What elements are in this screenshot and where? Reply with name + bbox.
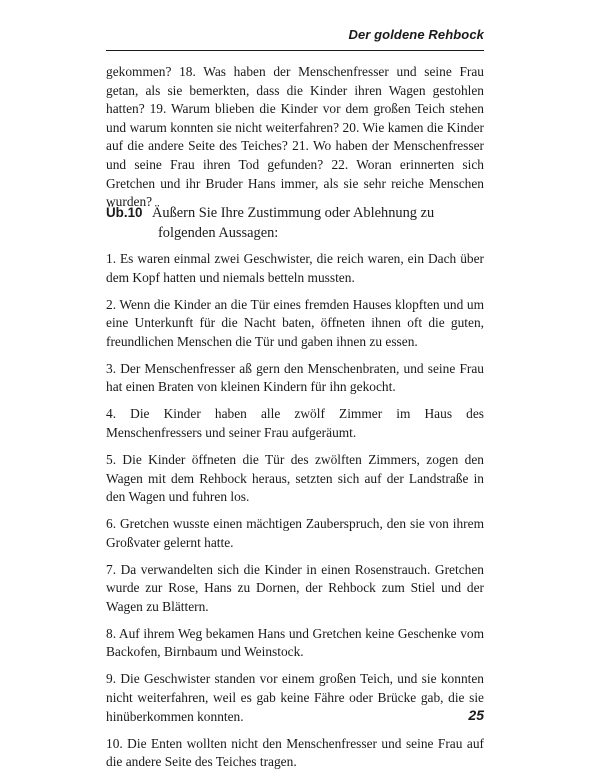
statement-item: 5. Die Kinder öffneten die Tür des zwölften Zimmers, zogen den Wagen mit dem Rehbock heraus, setzten sich auf der Landstraße in den Wagen und fuhren los. — [106, 451, 484, 505]
book-page — [106, 0, 484, 770]
exercise-instruction: Äußern Sie Ihre Zustimmung oder Ablehnung zu folgenden Aussagen: — [152, 205, 435, 241]
statement-item: 9. Die Geschwister standen vor einem großen Teich, und sie konnten nicht weiterfahren, weil es gab keine Fähre oder Brücke gab, die sie hinüberkommen konnten. — [106, 671, 484, 724]
statement-item: 4. Die Kinder haben alle zwölf Zimmer im Haus des Menschenfressers und seiner Frau aufgeräumt. — [106, 406, 484, 440]
exercise-label: Üb.10 — [106, 205, 143, 220]
statement-item: 7. Da verwandelten sich die Kinder in einen Rosenstrauch. Gretchen wurde zur Rose, Hans zu Dornen, der Rehbock zum Stiel und der Wagen zu Blättern. — [106, 561, 484, 614]
statement-item: 1. Es waren einmal zwei Geschwister, die reich waren, ein Dach über dem Kopf hatten und niemals betteln mussten. — [106, 251, 484, 285]
page-number: 25 — [468, 707, 484, 723]
exercise-heading — [106, 203, 484, 243]
running-head-title: Der goldene Rehbock — [348, 27, 484, 42]
statement-item: 2. Wenn die Kinder an die Tür eines fremden Hauses klopften und um eine Unterkunft für die Nacht baten, öffneten ihnen oft die guten, freundlichen Menschen die Tür und gaben ihnen zu essen. — [106, 296, 484, 349]
statement-item: 10. Die Enten wollten nicht den Menschenfresser und seine Frau auf die andere Seite des Teiches tragen. — [106, 735, 484, 770]
statement-item: 8. Auf ihrem Weg bekamen Hans und Gretchen keine Geschenke vom Backofen, Birnbaum und Weinstock. — [106, 625, 484, 660]
statement-list — [106, 250, 484, 780]
header-rule — [106, 50, 484, 51]
continuation-paragraph: gekommen? 18. Was haben der Menschenfresser und seine Frau getan, als sie bemerkten, dass die Kinder ihren Wagen gestohlen hatten? 19. Warum blieben die Kinder vor dem großen Teich stehen und warum konnten sie nicht weiterfahren? 20. Wie kamen die Kinder auf die andere Seite des Teiches? 21. Wo haben der Menschenfresser und seine Frau ihren Tod gefunden? 22. Woran erinnerten sich Gretchen und ihr Bruder Hans immer, als sie sehr reiche Menschen wurden? — [106, 64, 484, 210]
statement-item: 3. Der Menschenfresser aß gern den Menschenbraten, und seine Frau hat einen Braten von kleinen Kindern für ihn gekocht. — [106, 360, 484, 395]
statement-item: 6. Gretchen wusste einen mächtigen Zauberspruch, den sie von ihrem Großvater gelernt hatte. — [106, 516, 484, 550]
